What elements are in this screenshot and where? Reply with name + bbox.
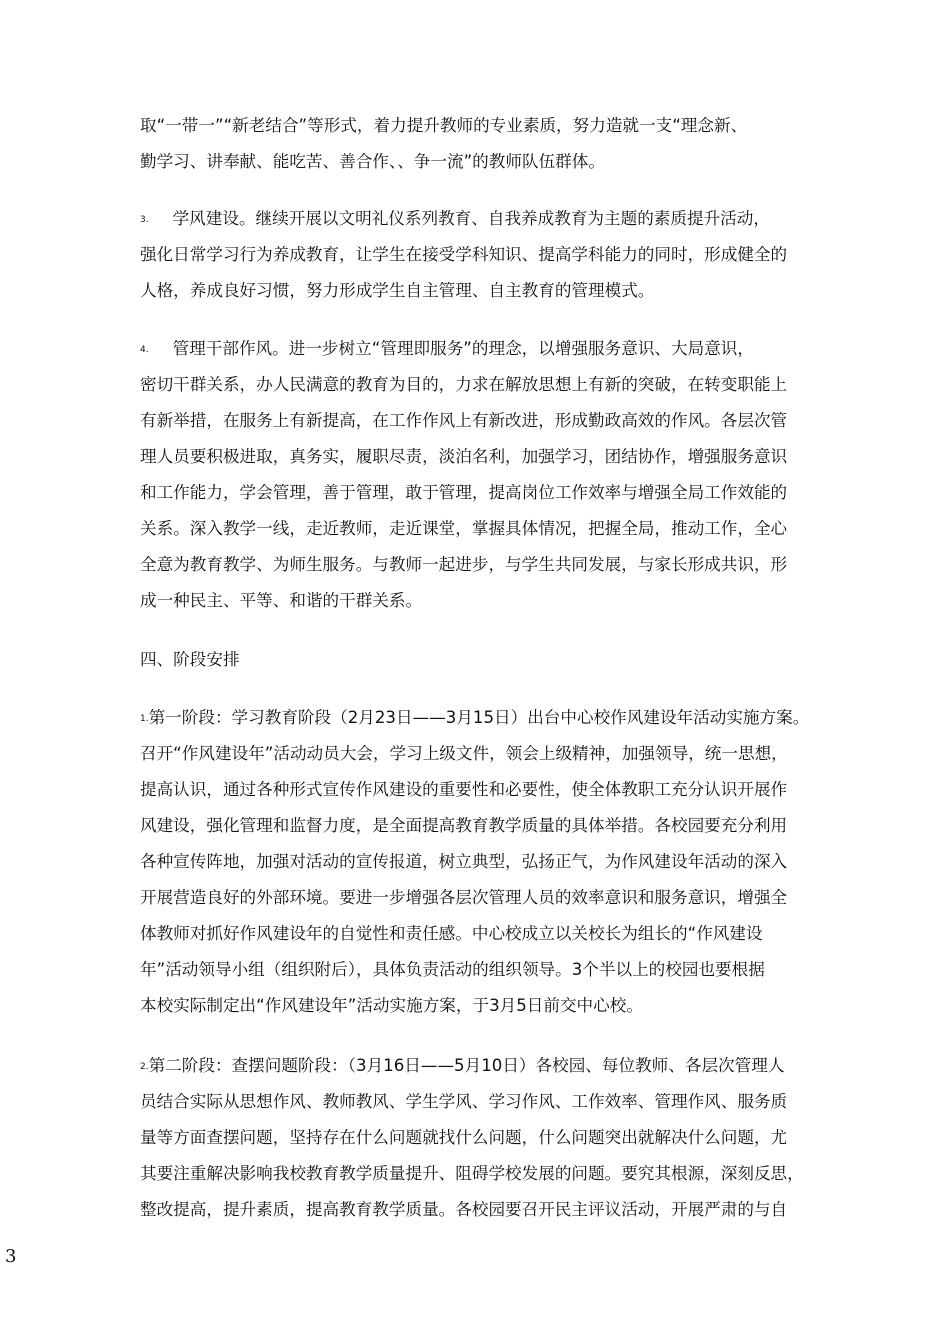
text-line: 召开“作风建设年”活动动员大会，学习上级文件，领会上级精神，加强领导，统一思想， [140,744,788,763]
paragraph-stage-one [140,700,810,1024]
heading-text: 四、阶段安排 [140,650,240,669]
text-line: 体教师对抓好作风建设年的自觉性和责任感。中心校成立以关校长为组长的“作风建设 [140,924,763,943]
paragraph-management-style [140,331,810,619]
text-line: 年”活动领导小组（组织附后），具体负责活动的组织领导。3个半以上的校园也要根据 [140,960,765,979]
text-line: 风建设，强化管理和监督力度，是全面提高教育教学质量的具体举措。各校园要充分利用 [140,816,788,835]
text-line: 整改提高，提升素质，提高教育教学质量。各校园要召开民主评议活动，开展严肃的与自 [140,1200,788,1219]
paragraph-stage-two [140,1048,810,1228]
line-text: 学风建设。继续开展以文明礼仪系列教育、自我养成教育为主题的素质提升活动， [172,209,770,228]
text-line: 勤学习、讲奉献、能吃苦、善合作、、争一流”的教师队伍群体。 [140,152,605,171]
text-line: 各种宣传阵地，加强对活动的宣传报道，树立典型，弘扬正气，为作风建设年活动的深入 [140,852,788,871]
text-line: 成一种民主、平等、和谐的干群关系。 [140,591,423,610]
text-line [140,700,810,736]
list-number: 4. [140,345,149,355]
text-line: 提高认识，通过各种形式宣传作风建设的重要性和必要性，使全体教职工充分认识开展作 [140,780,788,799]
text-line: 量等方面查摆问题，坚持存在什么问题就找什么问题，什么问题突出就解决什么问题，尤 [140,1128,788,1147]
text-line: 其要注重解决影响我校教育教学质量提升、阻碍学校发展的问题。要究其根源，深刻反思， [140,1164,804,1183]
section-heading [140,642,810,678]
page-number: 3 [5,1246,17,1267]
paragraph-study-style [140,201,810,309]
text-line [140,201,810,237]
text-line: 有新举措，在服务上有新提高，在工作作风上有新改进，形成勤政高效的作风。各层次管 [140,411,788,430]
text-line [140,1048,810,1084]
list-number: 1. [140,714,149,724]
text-line: 全意为教育教学、为师生服务。与教师一起进步，与学生共同发展，与家长形成共识，形 [140,555,788,574]
text-line: 员结合实际从思想作风、教师教风、学生学风、学习作风、工作效率、管理作风、服务质 [140,1092,788,1111]
text-line: 开展营造良好的外部环境。要进一步增强各层次管理人员的效率意识和服务意识，增强全 [140,888,788,907]
text-line: 人格，养成良好习惯，努力形成学生自主管理、自主教育的管理模式。 [140,281,655,300]
text-line: 密切干群关系，办人民满意的教育为目的，力求在解放思想上有新的突破，在转变职能上 [140,375,788,394]
list-number: 2. [140,1062,149,1072]
text-line: 关系。深入教学一线，走近教师，走近课堂，掌握具体情况，把握全局，推动工作，全心 [140,519,788,538]
text-line [140,331,810,367]
line-text: 第一阶段：学习教育阶段（2月23日——3月15日）出台中心校作风建设年活动实施方案。 [148,708,810,727]
list-number: 3. [140,215,149,225]
paragraph-teacher-quality [140,108,810,180]
text-line: 取“一带一”“新老结合”等形式，着力提升教师的专业素质，努力造就一支“理念新、 [140,116,748,135]
text-line: 和工作能力，学会管理，善于管理，敢于管理，提高岗位工作效率与增强全局工作效能的 [140,483,788,502]
text-line: 本校实际制定出“作风建设年”活动实施方案，于3月5日前交中心校。 [140,996,643,1015]
line-text: 第二阶段：查摆问题阶段：（3月16日——5月10日）各校园、每位教师、各层次管理人 [148,1056,785,1075]
line-text: 管理干部作风。进一步树立“管理即服务”的理念，以增强服务意识、大局意识， [172,339,754,358]
text-line: 理人员要积极进取，真务实，履职尽责，淡泊名利，加强学习，团结协作，增强服务意识 [140,447,788,466]
text-line: 强化日常学习行为养成教育，让学生在接受学科知识、提高学科能力的同时，形成健全的 [140,245,788,264]
